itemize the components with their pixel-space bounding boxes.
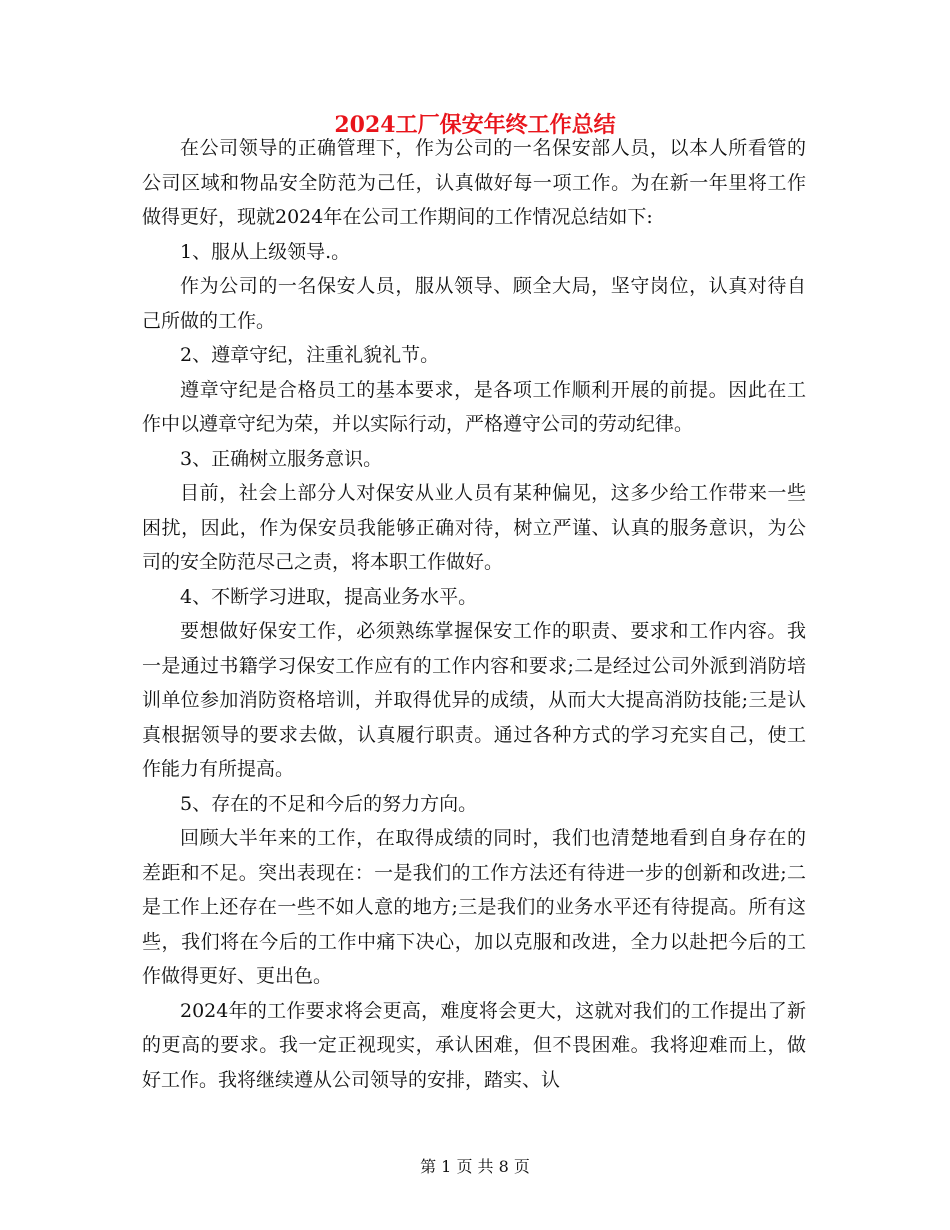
paragraph-2: 遵章守纪是合格员工的基本要求，是各项工作顺利开展的前提。因此在工作中以遵章守纪为荣，并以实际行动，严格遵守公司的劳动纪律。 [142,378,806,435]
paragraph-5: 回顾大半年来的工作，在取得成绩的同时，我们也清楚地看到自身存在的差距和不足。突出表现在：一是我们的工作方法还有待进一步的创新和改进;二是工作上还存在一些不如人意的地方;三是我们的业务水平还有待提高。所有这些，我们将在今后的工作中痛下决心，加以克服和改进，全力以赴把今后的工作做得更好、更出色。 [142,827,806,987]
document-title: 2024工厂保安年终工作总结 [334,112,616,138]
section-heading-4: 4、不断学习进取，提高业务水平。 [180,585,478,608]
paragraph-3: 目前，社会上部分人对保安从业人员有某种偏见，这多少给工作带来一些困扰，因此，作为保安员我能够正确对待，树立严谨、认真的服务意识，为公司的安全防范尽己之责，将本职工作做好。 [142,482,806,573]
paragraph-intro: 在公司领导的正确管理下，作为公司的一名保安部人员，以本人所看管的公司区域和物品安全防范为己任，认真做好每一项工作。为在新一年里将工作做得更好，现就2024年在公司工作期间的工作情况总结如下: [142,137,806,228]
page-footer: 第 1 页 共 8 页 [420,1157,530,1176]
section-heading-1: 1、服从上级领导.。 [180,240,351,263]
paragraph-closing: 2024年的工作要求将会更高，难度将会更大，这就对我们的工作提出了新的更高的要求。我一定正视现实，承认困难，但不畏困难。我将迎难而上，做好工作。我将继续遵从公司领导的安排，踏实、认 [142,999,806,1091]
section-heading-3: 3、正确树立服务意识。 [180,447,383,470]
paragraph-4: 要想做好保安工作，必须熟练掌握保安工作的职责、要求和工作内容。我一是通过书籍学习保安工作应有的工作内容和要求;二是经过公司外派到消防培训单位参加消防资格培训，并取得优异的成绩，从而大大提高消防技能;三是认真根据领导的要求去做，认真履行职责。通过各种方式的学习充实自己，使工作能力有所提高。 [142,620,806,780]
section-heading-2: 2、遵章守纪，注重礼貌礼节。 [180,344,440,366]
paragraph-1: 作为公司的一名保安人员，服从领导、顾全大局，坚守岗位，认真对待自己所做的工作。 [142,275,806,332]
document-body [142,131,806,1097]
section-heading-5: 5、存在的不足和今后的努力方向。 [180,792,478,815]
